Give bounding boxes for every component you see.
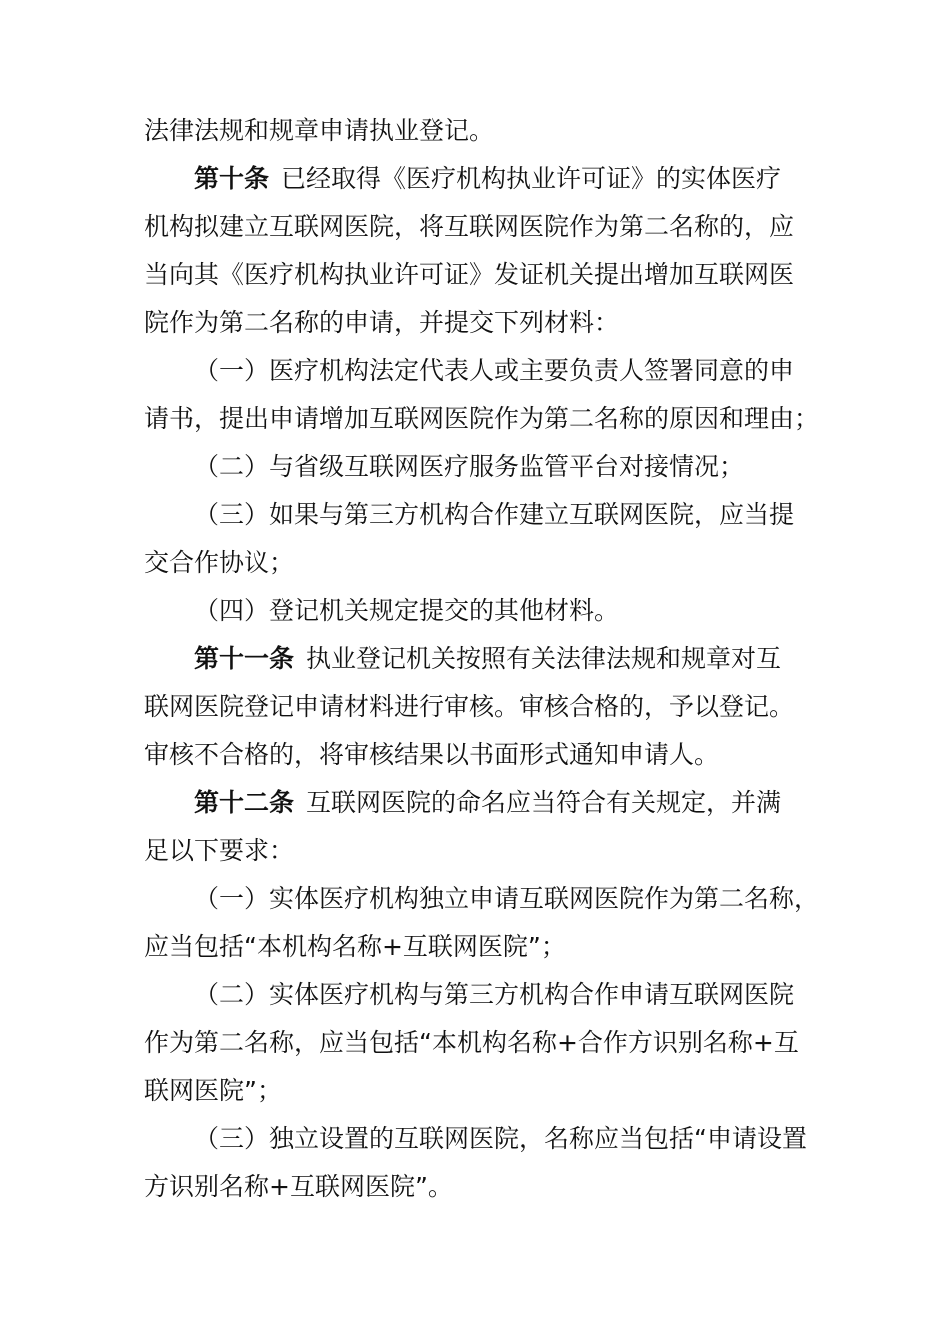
list-item-line: （二）与省级互联网医疗服务监管平台对接情况； — [194, 452, 745, 481]
list-item-line: （一）医疗机构法定代表人或主要负责人签署同意的申 — [194, 356, 795, 385]
text-line: 联网医院”； — [144, 1076, 282, 1105]
text-line: 当向其《医疗机构执业许可证》发证机关提出增加互联网医 — [144, 260, 795, 289]
list-item-line: （一）实体医疗机构独立申请互联网医院作为第二名称， — [194, 884, 820, 913]
article-heading: 第十条 — [194, 164, 270, 193]
text-line: 方识别名称+互联网医院”。 — [144, 1172, 453, 1201]
article-text: 已经取得《医疗机构执业许可证》的实体医疗 — [281, 164, 782, 193]
text-line: 作为第二名称，应当包括“本机构名称+合作方识别名称+互 — [144, 1028, 799, 1057]
text-line: 应当包括“本机构名称+互联网医院”； — [144, 932, 566, 961]
document-body — [144, 107, 834, 1211]
list-item-line: （四）登记机关规定提交的其他材料。 — [194, 596, 620, 625]
article-12-line — [144, 779, 834, 827]
article-heading: 第十一条 — [194, 644, 295, 673]
article-text: 执业登记机关按照有关法律法规和规章对互 — [306, 644, 782, 673]
text-line: 院作为第二名称的申请，并提交下列材料： — [144, 308, 620, 337]
text-line: 机构拟建立互联网医院，将互联网医院作为第二名称的，应 — [144, 212, 795, 241]
list-item-line: （三）如果与第三方机构合作建立互联网医院，应当提 — [194, 500, 795, 529]
list-item-line: （三）独立设置的互联网医院，名称应当包括“申请设置 — [194, 1124, 807, 1153]
text-line: 请书，提出申请增加互联网医院作为第二名称的原因和理由； — [144, 404, 820, 433]
text-line: 审核不合格的，将审核结果以书面形式通知申请人。 — [144, 740, 720, 769]
article-heading: 第十二条 — [194, 788, 295, 817]
text-line: 交合作协议； — [144, 548, 295, 577]
article-10-line — [144, 155, 834, 203]
text-line: 法律法规和规章申请执业登记。 — [144, 116, 495, 145]
list-item-line: （二）实体医疗机构与第三方机构合作申请互联网医院 — [194, 980, 795, 1009]
article-11-line — [144, 635, 834, 683]
text-line: 足以下要求： — [144, 836, 295, 865]
text-line: 联网医院登记申请材料进行审核。审核合格的，予以登记。 — [144, 692, 795, 721]
article-text: 互联网医院的命名应当符合有关规定，并满 — [306, 788, 782, 817]
